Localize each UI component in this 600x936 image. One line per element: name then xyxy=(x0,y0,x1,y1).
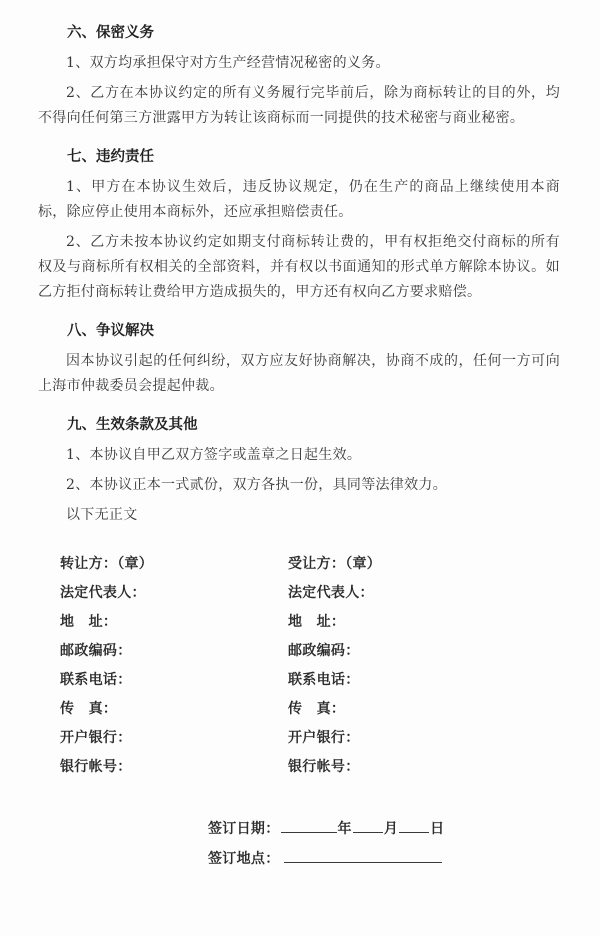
clause-paragraph: 1、双方均承担保守对方生产经营情况秘密的义务。 xyxy=(66,55,390,71)
signature-block xyxy=(38,550,560,782)
bank-account-label: 银行帐号： xyxy=(288,759,360,775)
clause-paragraph: 因本协议引起的任何纠纷，双方应友好协商解决，协商不成的，任何一方可向上海市仲裁委员会提起仲裁。 xyxy=(38,353,560,394)
day-blank-line xyxy=(399,818,429,833)
signing-place-label: 签订地点： xyxy=(208,851,280,867)
legal-representative-label: 法定代表人： xyxy=(288,585,374,601)
signing-date-line xyxy=(208,814,560,844)
transferor-party-label: 转让方：（章） xyxy=(60,556,154,572)
fax-label: 传 真： xyxy=(288,701,346,717)
no-more-text-note: 以下无正文 xyxy=(66,507,138,523)
clause-paragraph: 1、甲方在本协议生效后，违反协议规定，仍在生产的商品上继续使用本商标，除应停止使用本商标外，还应承担赔偿责任。 xyxy=(38,179,560,220)
phone-label: 联系电话： xyxy=(288,672,360,688)
transferee-party-label: 受让方：（章） xyxy=(288,556,382,572)
clause-paragraph: 1、本协议自甲乙双方签字或盖章之日起生效。 xyxy=(66,447,362,463)
phone-label: 联系电话： xyxy=(60,672,132,688)
section-heading-dispute-resolution: 八、争议解决 xyxy=(67,322,154,339)
contract-body xyxy=(38,20,560,528)
place-blank-line xyxy=(284,848,442,863)
legal-representative-label: 法定代表人： xyxy=(60,585,146,601)
month-suffix: 月 xyxy=(383,821,399,837)
transferee-signature-column xyxy=(288,550,560,782)
signing-date-label: 签订日期： xyxy=(208,821,280,837)
postal-code-label: 邮政编码： xyxy=(288,643,360,659)
section-heading-breach-liability: 七、违约责任 xyxy=(67,148,154,165)
clause-paragraph: 2、乙方未按本协议约定如期支付商标转让费的，甲有权拒绝交付商标的所有权及与商标所有权相关的全部资料，并有权以书面通知的形式单方解除本协议。如乙方拒付商标转让费给甲方造成损失的，甲方还有权向乙方要求赔偿。 xyxy=(38,234,560,300)
address-label: 地 址： xyxy=(60,614,118,630)
day-suffix: 日 xyxy=(430,821,445,837)
year-blank-line xyxy=(281,818,337,833)
month-blank-line xyxy=(353,818,383,833)
postal-code-label: 邮政编码： xyxy=(60,643,132,659)
address-label: 地 址： xyxy=(288,614,346,630)
fax-label: 传 真： xyxy=(60,701,118,717)
clause-paragraph: 2、本协议正本一式贰份，双方各执一份，具同等法律效力。 xyxy=(66,477,448,493)
bank-label: 开户银行： xyxy=(288,730,360,746)
transferor-signature-column xyxy=(60,550,288,782)
bank-account-label: 银行帐号： xyxy=(60,759,132,775)
year-suffix: 年 xyxy=(337,821,352,837)
section-heading-effectiveness: 九、生效条款及其他 xyxy=(67,416,198,433)
clause-paragraph: 2、乙方在本协议约定的所有义务履行完毕前后，除为商标转让的目的外，均不得向任何第三方泄露甲方为转让该商标而一同提供的技术秘密与商业秘密。 xyxy=(38,85,560,126)
section-heading-confidentiality: 六、保密义务 xyxy=(67,24,154,41)
signing-place-line xyxy=(208,844,560,874)
bank-label: 开户银行： xyxy=(60,730,132,746)
closing-block xyxy=(208,814,560,874)
